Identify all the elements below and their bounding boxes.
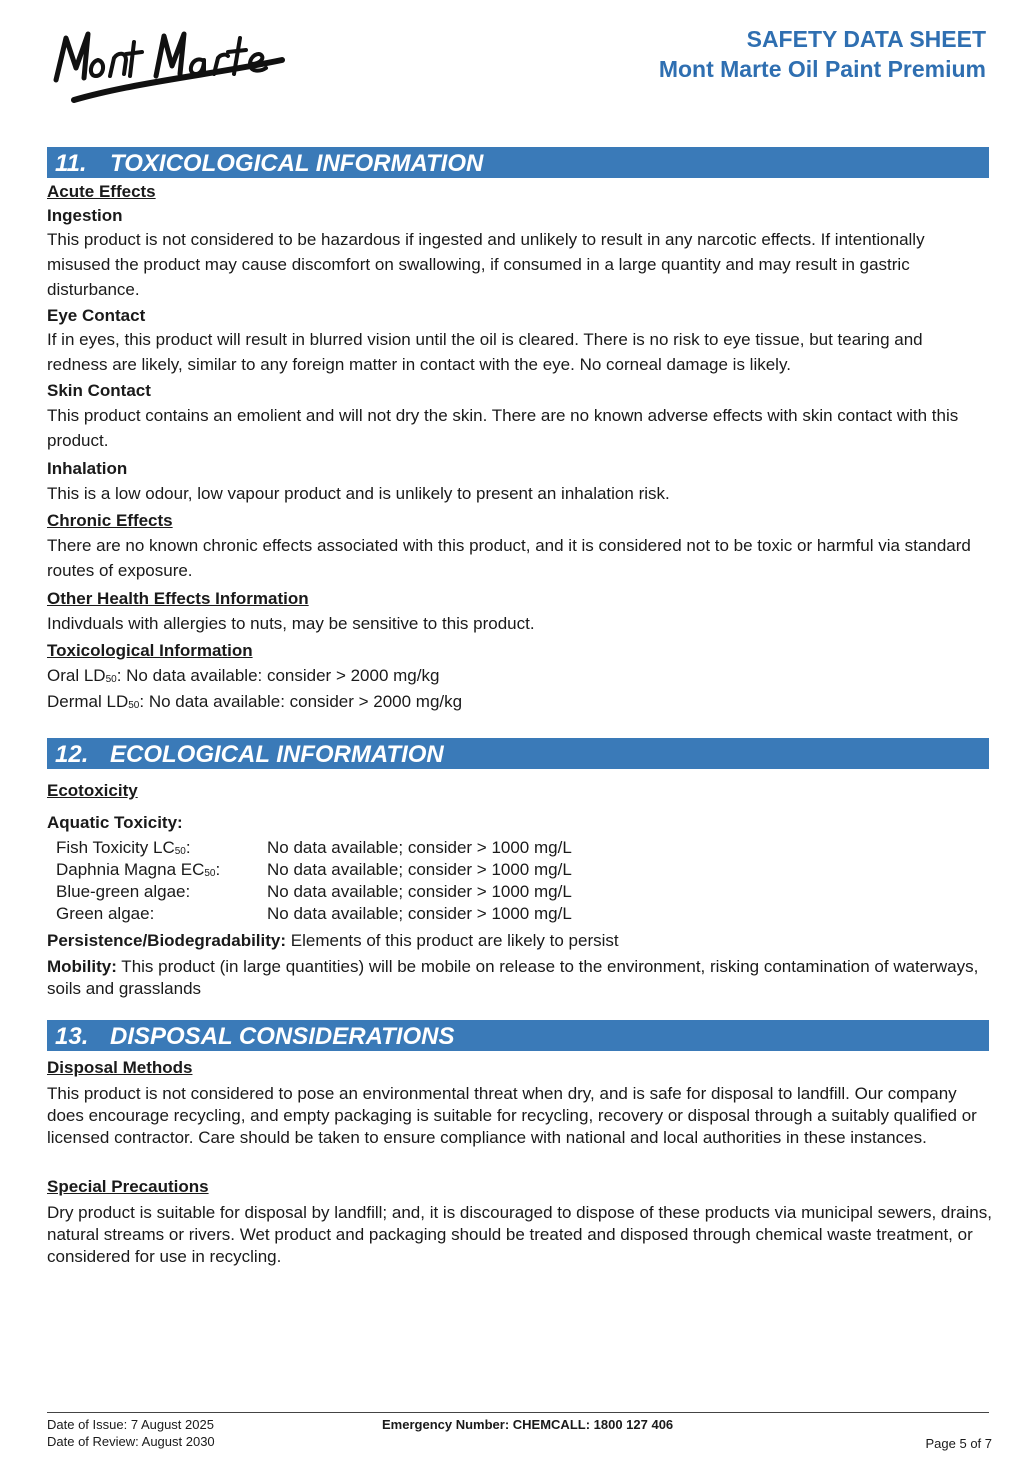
brand-logo	[46, 8, 296, 103]
eye-contact-heading: Eye Contact	[47, 306, 146, 325]
ingestion-heading: Ingestion	[47, 206, 123, 225]
disposal-methods-text: This product is not considered to pose an environmental threat when dry, and is safe for disposal to landfill. Our company does encourage recycling, and empty packaging is suitable for recycling, recovery or disposal through a suitably qualified or licensed contractor. Care should be taken to ensure compliance with national and local authorities in these instances.	[47, 1084, 977, 1147]
ingestion-text: This product is not considered to be hazardous if ingested and unlikely to result in any narcotic effects. If intentionally misused the product may cause discomfort on swallowing, if consumed in a large quantity and may result in gastric disturbance.	[47, 230, 925, 299]
chronic-effects-heading: Chronic Effects	[47, 511, 173, 530]
section-number: 12.	[55, 741, 89, 768]
special-precautions-text: Dry product is suitable for disposal by landfill; and, it is discouraged to dispose of these products via municipal sewers, drains, natural streams or rivers. Wet product and packaging should be treated and disposed through chemical waste treatment, or considered for use in recycling.	[47, 1203, 992, 1266]
row-value: No data available; consider > 1000 mg/L	[267, 882, 572, 901]
issue-date: Date of Issue: 7 August 2025	[47, 1417, 214, 1432]
disposal-methods-heading: Disposal Methods	[47, 1058, 193, 1077]
section-number: 11.	[55, 150, 87, 177]
eye-contact-text: If in eyes, this product will result in blurred vision until the oil is cleared. There is no risk to eye tissue, but tearing and redness are likely, similar to any foreign matter in contact with the eye. No corneal damage is likely.	[47, 330, 923, 374]
oral-value: : No data available: consider > 2000 mg/kg	[116, 666, 440, 685]
other-health-text: Indivduals with allergies to nuts, may be sensitive to this product.	[47, 614, 535, 633]
skin-contact-text: This product contains an emolient and will not dry the skin. There are no known adverse effects with skin contact with this product.	[47, 406, 959, 450]
row-label: Fish Toxicity LC	[56, 838, 175, 857]
row-suffix: :	[215, 860, 221, 879]
persistence-label: Persistence/Biodegradability:	[47, 931, 287, 950]
section-title: ECOLOGICAL INFORMATION	[110, 741, 444, 768]
section-title: DISPOSAL CONSIDERATIONS	[110, 1023, 455, 1050]
persistence-text: Elements of this product are likely to persist	[286, 931, 619, 950]
dermal-value: : No data available: consider > 2000 mg/kg	[139, 692, 463, 711]
row-value: No data available; consider > 1000 mg/L	[267, 904, 572, 923]
page-number: Page 5 of 7	[925, 1436, 992, 1451]
dermal-ld50-line	[47, 689, 462, 719]
footer-divider	[47, 1412, 989, 1413]
skin-contact-heading: Skin Contact	[47, 381, 151, 400]
row-suffix: :	[185, 838, 191, 857]
dermal-sub: 50	[128, 700, 140, 711]
persistence-line	[47, 930, 992, 952]
section-title: TOXICOLOGICAL INFORMATION	[110, 150, 484, 177]
inhalation-text: This is a low odour, low vapour product and is unlikely to present an inhalation risk.	[47, 484, 670, 503]
other-health-heading: Other Health Effects Information	[47, 589, 309, 608]
section-11-bar	[47, 147, 989, 178]
row-label: Blue-green algae:	[56, 882, 191, 901]
mobility-line	[47, 956, 992, 1000]
product-name: Mont Marte Oil Paint Premium	[658, 56, 986, 82]
toxicological-info-heading: Toxicological Information	[47, 641, 253, 660]
aquatic-toxicity-heading: Aquatic Toxicity:	[47, 813, 183, 832]
doc-type: SAFETY DATA SHEET	[746, 26, 986, 52]
row-label: Green algae:	[56, 904, 155, 923]
section-13-bar	[47, 1020, 989, 1051]
inhalation-heading: Inhalation	[47, 459, 128, 478]
emergency-number: Emergency Number: CHEMCALL: 1800 127 406	[382, 1417, 674, 1432]
mobility-text: This product (in large quantities) will be mobile on release to the environment, risking contamination of waterways, soils and grasslands	[47, 957, 979, 998]
oral-label: Oral LD	[47, 666, 106, 685]
review-date: Date of Review: August 2030	[47, 1434, 215, 1449]
row-label: Daphnia Magna EC	[56, 860, 205, 879]
header-title	[659, 24, 986, 84]
row-sub: 50	[204, 868, 216, 879]
row-value: No data available; consider > 1000 mg/L	[267, 838, 572, 857]
ecotoxicity-heading: Ecotoxicity	[47, 781, 138, 800]
row-value: No data available; consider > 1000 mg/L	[267, 860, 572, 879]
chronic-effects-text: There are no known chronic effects associated with this product, and it is considered not to be toxic or harmful via standard routes of exposure.	[47, 536, 971, 580]
section-number: 13.	[55, 1023, 89, 1050]
section-12-bar	[47, 738, 989, 769]
dermal-label: Dermal LD	[47, 692, 129, 711]
aquatic-row	[56, 903, 572, 925]
mobility-label: Mobility:	[47, 957, 117, 976]
oral-sub: 50	[105, 674, 117, 685]
row-sub: 50	[174, 846, 186, 857]
acute-effects-heading: Acute Effects	[47, 182, 156, 201]
aquatic-row	[56, 881, 572, 903]
special-precautions-heading: Special Precautions	[47, 1177, 209, 1196]
